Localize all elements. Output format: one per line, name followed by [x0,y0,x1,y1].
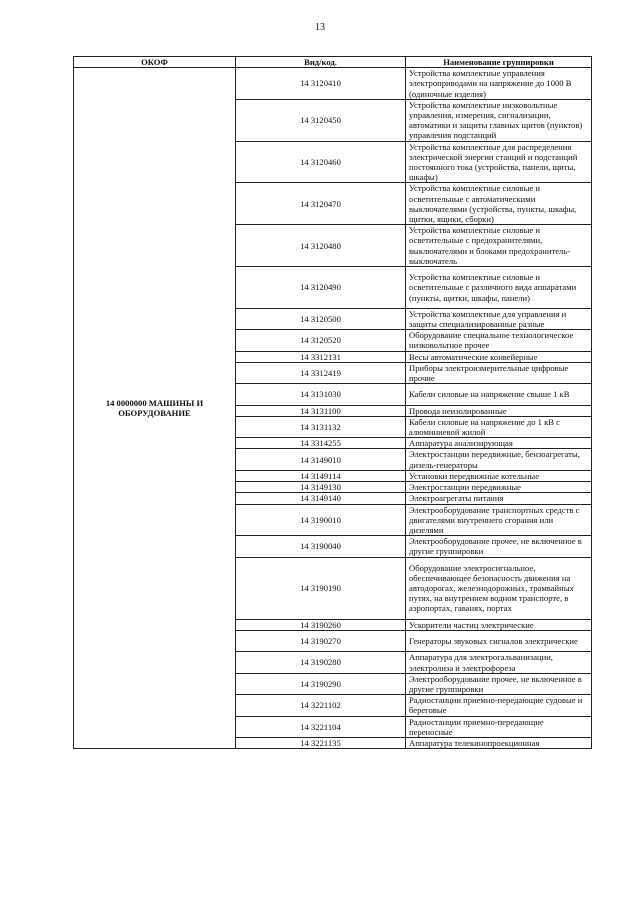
row-code: 14 3120500 [236,308,406,329]
row-name: Кабели силовые на напряжение до 1 кВ с алюминиевой жилой [406,416,592,437]
row-name: Генераторы звуковых сигналов электрические [406,630,592,651]
row-code: 14 3120410 [236,68,406,100]
row-code: 14 3120450 [236,99,406,141]
table-body [74,68,592,749]
row-name: Устройства комплектные низковольтные управления, измерения, сигнализации, автоматики и защиты главных щитов (пунктов) управления подстанций [406,99,592,141]
row-code: 14 3149130 [236,482,406,493]
okof-group-cell: 14 0000000 МАШИНЫ И ОБОРУДОВАНИЕ [74,68,236,749]
row-code: 14 3221102 [236,695,406,716]
row-name: Радиостанции приемно-передающие переносные [406,716,592,737]
row-code: 14 3149114 [236,470,406,481]
row-name: Устройства комплектные силовые и осветительные с автоматическими выключателями (устройства, пункты, шкафы, щитки, ящики, сборки) [406,183,592,225]
row-name: Кабели силовые на напряжение свыше 1 кВ [406,384,592,405]
row-code: 14 3120480 [236,225,406,267]
row-code: 14 3190040 [236,536,406,557]
row-code: 14 3120460 [236,141,406,183]
header-code: Вид/код. [236,57,406,68]
row-code: 14 3221104 [236,716,406,737]
header-okof: ОКОФ [74,57,236,68]
row-name: Весы автоматические конвейерные [406,351,592,362]
row-name: Устройства комплектные силовые и осветительные с различного вида аппаратами (пункты, щитки, шкафы, панели) [406,267,592,309]
table-row [74,68,592,100]
row-code: 14 3314255 [236,438,406,449]
okof-table [73,56,592,749]
page-number: 13 [315,22,325,33]
row-code: 14 3190280 [236,652,406,673]
table-header-row [74,57,592,68]
row-code: 14 3312131 [236,351,406,362]
row-code: 14 3149010 [236,449,406,470]
row-name: Устройства комплектные для управления и защиты специализированные разные [406,308,592,329]
row-name: Оборудование специальное технологическое низковольтное прочее [406,330,592,351]
row-code: 14 3120520 [236,330,406,351]
row-code: 14 3312419 [236,362,406,383]
row-name: Электрооборудование транспортных средств с двигателями внутреннего сгорания или дизелями [406,504,592,536]
row-name: Электрооборудование прочее, не включенное в другие группировки [406,536,592,557]
row-code: 14 3120470 [236,183,406,225]
row-name: Устройства комплектные управления электроприводами на напряжение до 1000 В (одиночные изделия) [406,68,592,100]
row-name: Аппаратура для электрогальванизации, электролиза и электрофореза [406,652,592,673]
row-name: Аппаратура анализирующая [406,438,592,449]
row-code: 14 3190270 [236,630,406,651]
row-code: 14 3120490 [236,267,406,309]
row-name: Ускорители частиц электрические [406,619,592,630]
row-name: Электроагрегаты питания [406,493,592,504]
row-name: Приборы электроизмерительные цифровые прочие [406,362,592,383]
row-code: 14 3190290 [236,673,406,694]
row-code: 14 3131030 [236,384,406,405]
row-code: 14 3190190 [236,557,406,619]
row-name: Устройства комплектные для распределения электрической энергии станций и подстанций постоянного тока (устройства, панели, щиты, шкафы) [406,141,592,183]
row-name: Оборудование электросигнальное, обеспечивающее безопасность движения на автодорогах, железнодорожных, трамвайных путях, на внутреннем водном транспорте, в аэропортах, гаванях, портах [406,557,592,619]
row-name: Радиостанции приемно-передающие судовые и береговые [406,695,592,716]
row-code: 14 3190260 [236,619,406,630]
row-name: Аппаратура телекинопроекционная [406,737,592,748]
row-code: 14 3131100 [236,405,406,416]
row-code: 14 3131132 [236,416,406,437]
row-name: Электростанции передвижные, бензоагрегаты, дизель-генераторы [406,449,592,470]
row-code: 14 3149140 [236,493,406,504]
row-name: Электростанции передвижные [406,482,592,493]
row-name: Провода неизолированные [406,405,592,416]
row-name: Устройства комплектные силовые и осветительные с предохранителями, выключателями и блоками предохранитель-выключатель [406,225,592,267]
row-name: Установки передвижные котельные [406,470,592,481]
row-code: 14 3190010 [236,504,406,536]
row-name: Электрооборудование прочее, не включенное в другие группировки [406,673,592,694]
row-code: 14 3221135 [236,737,406,748]
header-name: Наименование группировки [406,57,592,68]
